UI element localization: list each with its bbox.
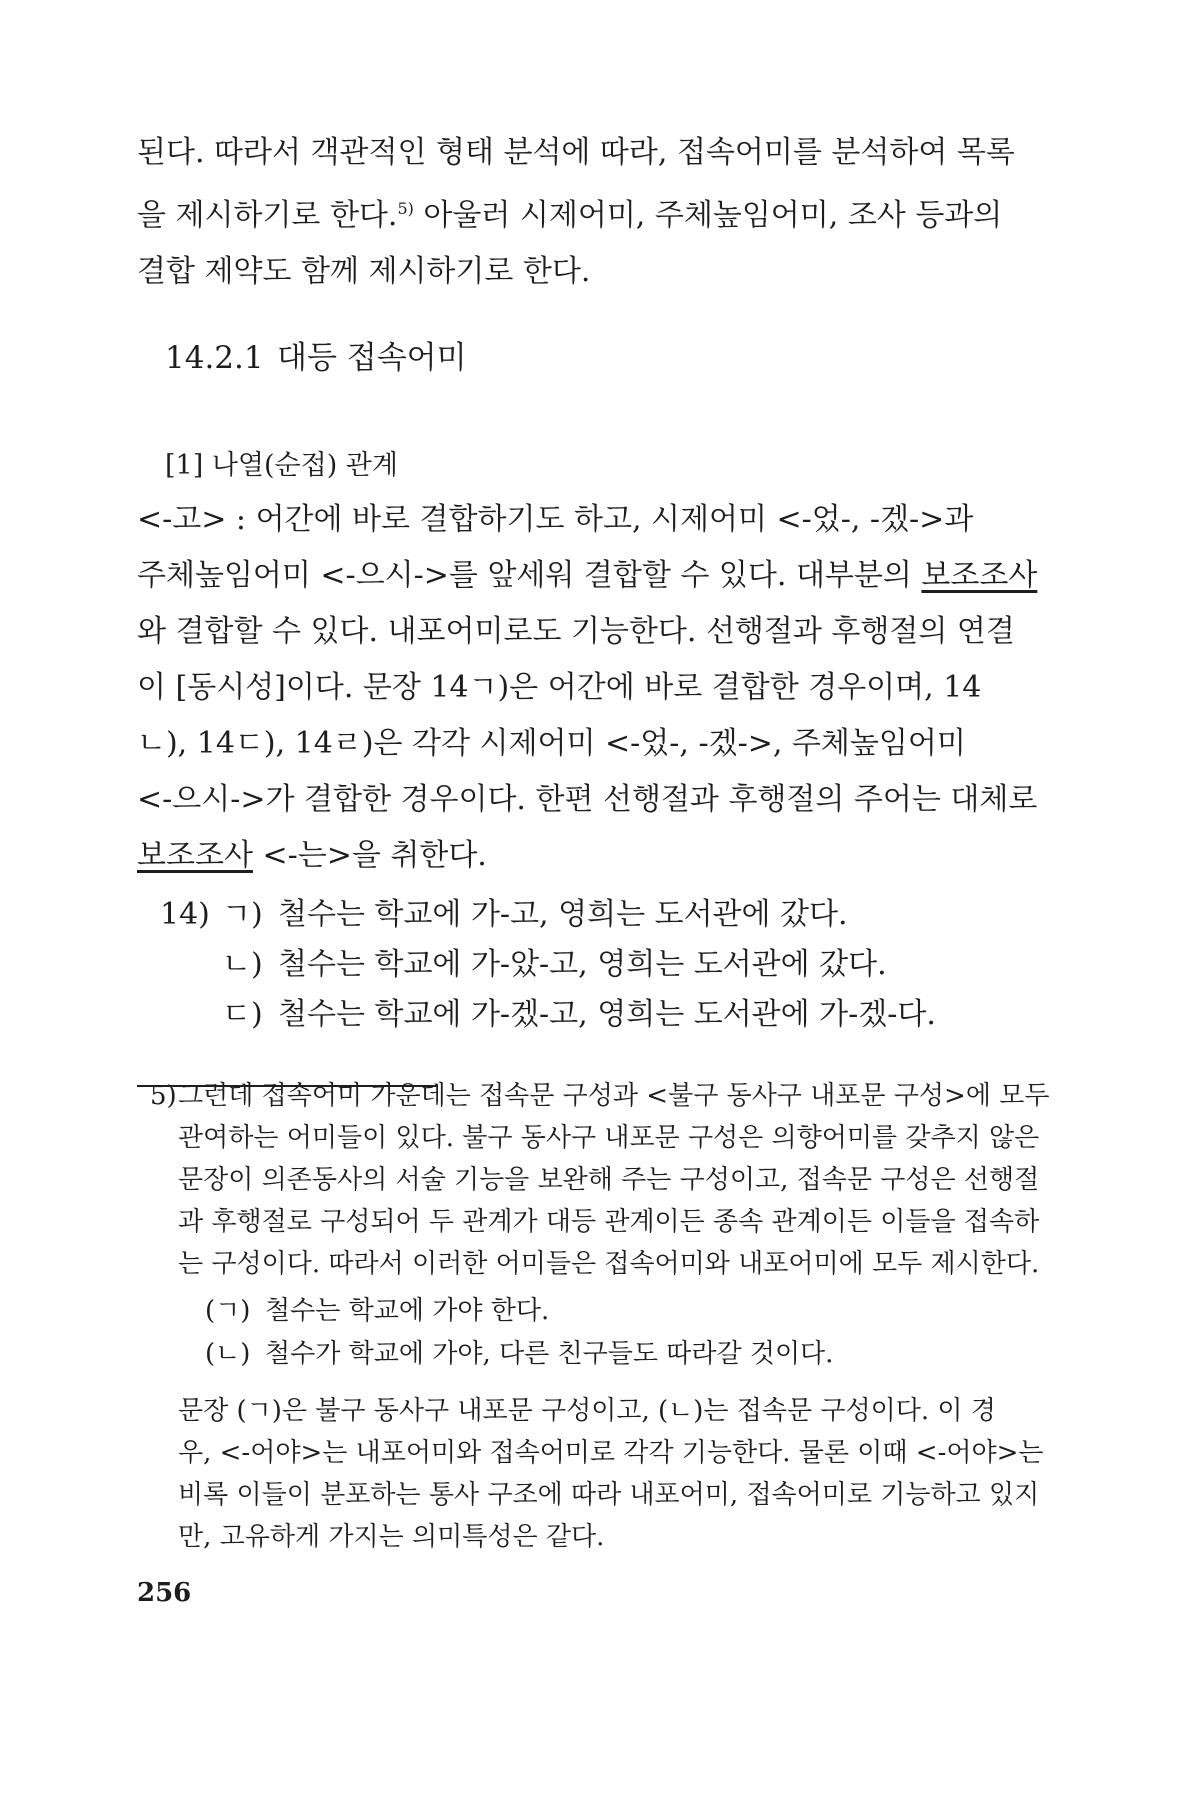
- intro-line-1: 된다. 따라서 객관적인 형태 분석에 따라, 접속어미를 분석하여 목록: [137, 135, 1015, 170]
- footnote-line: 우, <-어야>는 내포어미와 접속어미로 각각 기능한다. 물론 이때 <-어야>는: [178, 1438, 1044, 1468]
- example-number: 14): [160, 897, 210, 932]
- description-line: 보조조사 <-는>을 취한다.: [137, 838, 487, 873]
- example-item: [160, 990, 1060, 1040]
- description-line: 주체높임어미 <-으시->를 앞세워 결합할 수 있다. 대부분의 보조조사: [137, 558, 1038, 593]
- section-heading: [165, 338, 467, 378]
- example-marker: ㄱ): [222, 897, 263, 932]
- footnote-line: 만, 고유하게 가지는 의미특성은 같다.: [178, 1522, 605, 1552]
- description-line: <-으시->가 결합한 경우이다. 한편 선행절과 후행절의 주어는 대체로: [137, 782, 1038, 817]
- footnote-body: [150, 1075, 1050, 1285]
- description-line: 와 결합할 수 있다. 내포어미로도 기능한다. 선행절과 후행절의 연결: [137, 614, 1015, 649]
- underlined-term: 보조조사: [921, 558, 1038, 593]
- footnote-reference: 5): [397, 199, 414, 218]
- footnote-line: 비록 이들이 분포하는 통사 구조에 따라 내포어미, 접속어미로 기능하고 있지: [178, 1480, 1040, 1510]
- intro-line-3: 결합 제약도 함께 제시하기로 한다.: [137, 254, 591, 289]
- example-text: 철수는 학교에 가-았-고, 영희는 도서관에 갔다.: [278, 947, 887, 982]
- footnote-line: 5) 그런데 접속어미 가운데는 접속문 구성과 <불구 동사구 내포문 구성>에 모두: [150, 1075, 1050, 1117]
- example-marker: ㄴ): [222, 947, 263, 982]
- underlined-term: 보조조사: [137, 838, 253, 873]
- description-line: ㄴ), 14ㄷ), 14ㄹ)은 각각 시제어미 <-었-, -겠->, 주체높임어미: [137, 726, 966, 761]
- example-text: 철수는 학교에 가-겠-고, 영희는 도서관에 가-겠-다.: [278, 997, 936, 1032]
- section-number: 14.2.1: [165, 340, 264, 376]
- example-item: [160, 890, 1060, 940]
- footnote-example: (ㄱ) 철수는 학교에 가야 한다.: [205, 1290, 833, 1333]
- description-line: <-고> : 어간에 바로 결합하기도 하고, 시제어미 <-었-, -겠->과: [137, 502, 974, 537]
- footnote-line: 관여하는 어미들이 있다. 불구 동사구 내포문 구성은 의향어미를 갖추지 않은: [178, 1123, 1040, 1153]
- intro-line-2: 을 제시하기로 한다.$^{5)}$ 아울러 시제어미, 주체높임어미, 조사 등과의: [137, 198, 1003, 233]
- footnote-example-marker: (ㄱ): [205, 1296, 251, 1326]
- description-line: 이 [동시성]이다. 문장 14ㄱ)은 어간에 바로 결합한 경우이며, 14: [137, 670, 982, 705]
- footnote-line: 문장이 의존동사의 서술 기능을 보완해 주는 구성이고, 접속문 구성은 선행절: [178, 1165, 1040, 1195]
- example-sentences: [160, 890, 1060, 1040]
- footnote-example-marker: (ㄴ): [205, 1339, 251, 1369]
- footnote-closing: [150, 1390, 1050, 1558]
- footnote-line: 는 구성이다. 따라서 이러한 어미들은 접속어미와 내포어미에 모두 제시한다.: [178, 1249, 1040, 1279]
- footnote-example: (ㄴ) 철수가 학교에 가야, 다른 친구들도 따라갈 것이다.: [205, 1333, 833, 1376]
- example-marker: ㄷ): [222, 997, 263, 1032]
- example-item: [160, 940, 1060, 990]
- footnote-examples: [205, 1290, 833, 1376]
- footnote-line: 문장 (ㄱ)은 불구 동사구 내포문 구성이고, (ㄴ)는 접속문 구성이다. 이 경: [178, 1396, 996, 1426]
- example-text: 철수는 학교에 가-고, 영희는 도서관에 갔다.: [278, 897, 848, 932]
- footnote-number: 5): [150, 1081, 177, 1111]
- intro-paragraph: [137, 125, 1052, 300]
- footnote-line: 과 후행절로 구성되어 두 관계가 대등 관계이든 종속 관계이든 이들을 접속하: [178, 1207, 1040, 1237]
- subsection-heading: [1] 나열(순접) 관계: [165, 450, 398, 481]
- section-title: 대등 접속어미: [277, 340, 467, 376]
- description-paragraph: [137, 492, 1052, 884]
- page-number: 256: [137, 1578, 192, 1608]
